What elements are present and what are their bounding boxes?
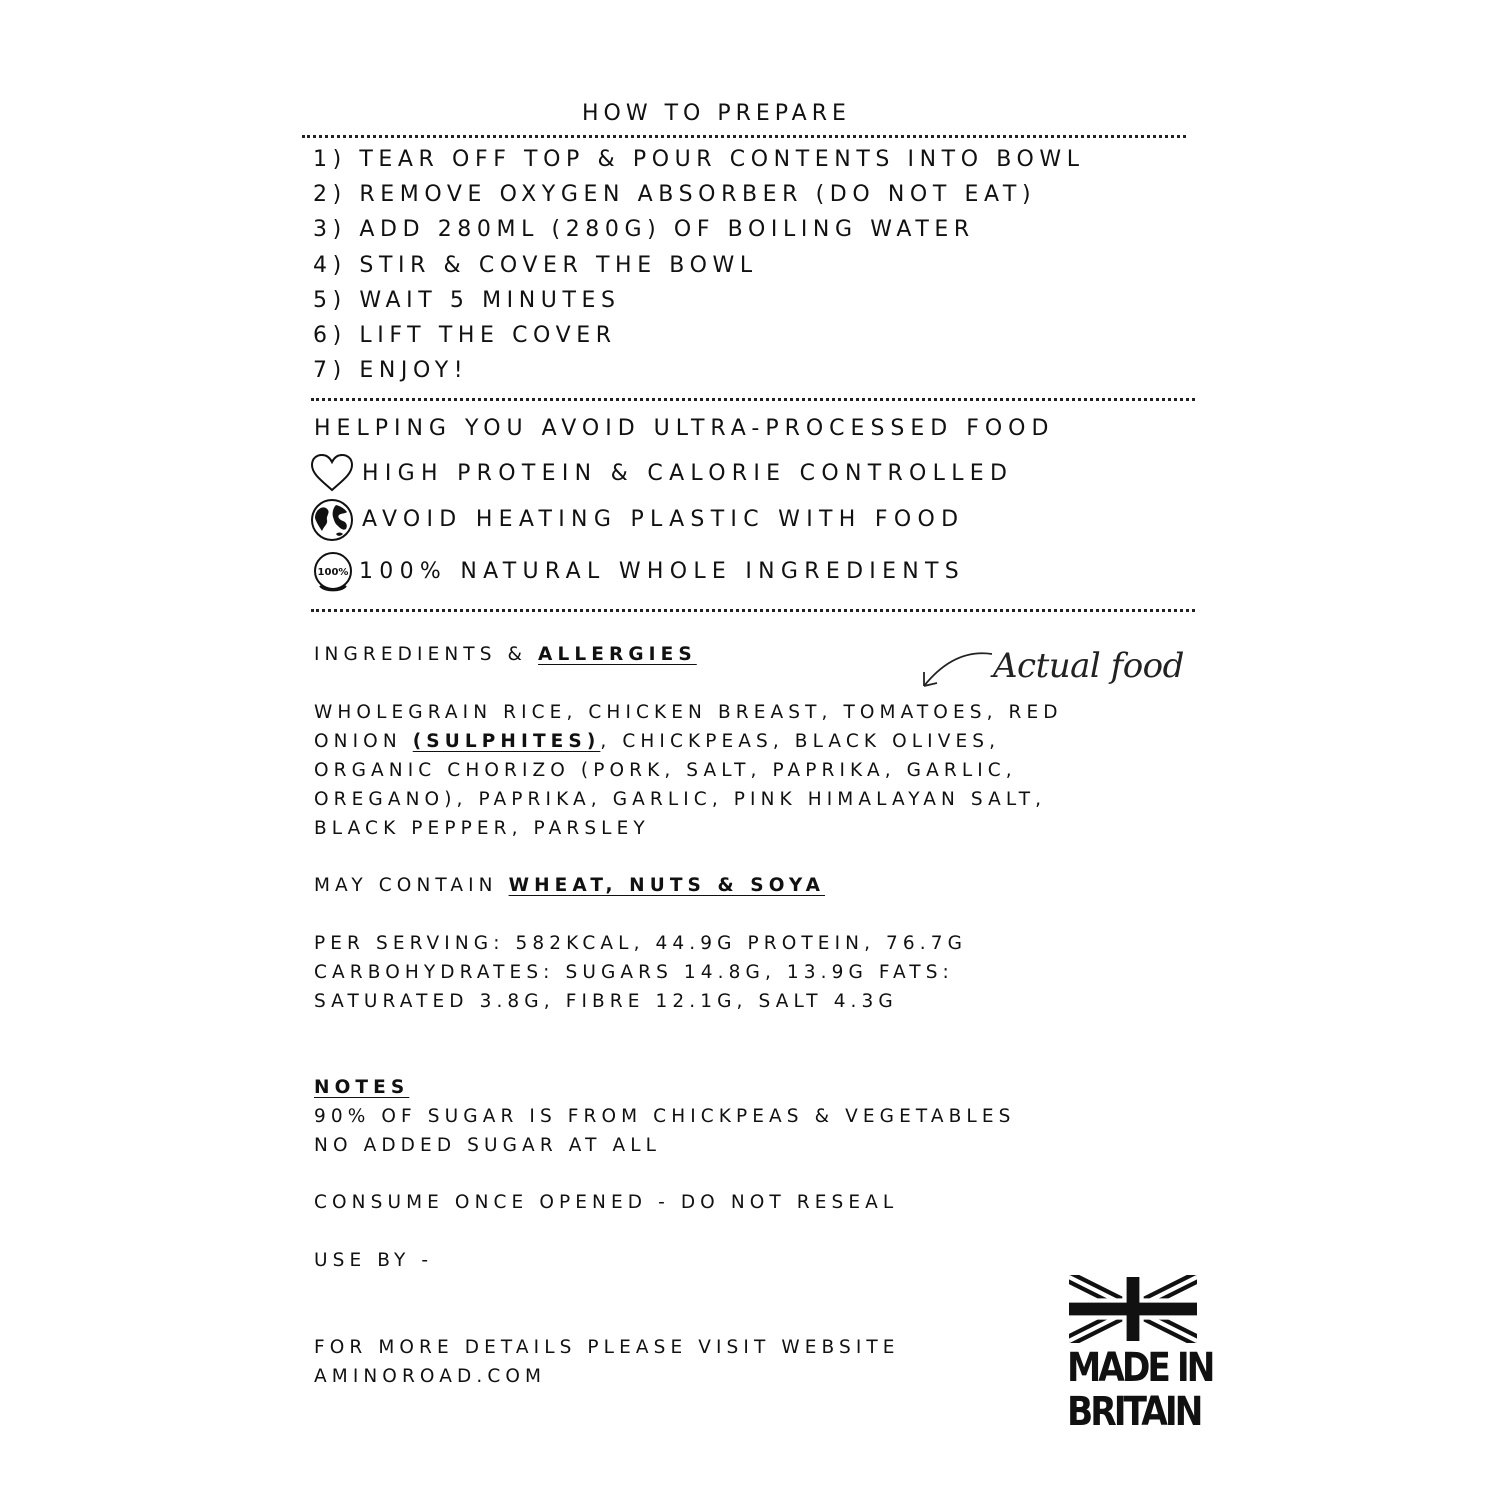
ingredients-heading	[314, 640, 697, 669]
benefit-avoid-plastic: AVOID HEATING PLASTIC WITH FOOD	[362, 507, 965, 532]
nutrition-line-2: CARBOHYDRATES: SUGARS 14.8G, 13.9G FATS:	[314, 962, 954, 983]
nutrition-line-3: SATURATED 3.8G, FIBRE 12.1G, SALT 4.3G	[314, 991, 898, 1012]
divider	[311, 609, 1195, 612]
divider	[302, 135, 1186, 138]
prepare-step-3: 3) ADD 280ML (280G) OF BOILING WATER	[313, 217, 975, 242]
website-url: AMINOROAD.COM	[314, 1366, 547, 1387]
hundred-percent-icon	[310, 550, 356, 596]
globe-icon	[310, 498, 354, 542]
nutrition-line-1: PER SERVING: 582KCAL, 44.9G PROTEIN, 76.7G	[314, 933, 968, 954]
may-contain-allergens: WHEAT, NUTS & SOYA	[508, 875, 826, 896]
sulphites-allergen: (SULPHITES)	[412, 731, 601, 752]
ingredients-line-1	[314, 698, 1063, 727]
may-contain-label: MAY CONTAIN	[314, 875, 509, 896]
britain-label: BRITAIN	[1067, 1389, 1201, 1435]
prepare-step-5: 5) WAIT 5 MINUTES	[313, 288, 621, 313]
arrow-icon	[912, 648, 996, 692]
prepare-step-2: 2) REMOVE OXYGEN ABSORBER (DO NOT EAT)	[313, 182, 1037, 207]
prepare-step-4: 4) STIR & COVER THE BOWL	[313, 253, 758, 278]
website-line-1: FOR MORE DETAILS PLEASE VISIT WEBSITE	[314, 1337, 900, 1358]
ingredients-text: WHOLEGRAIN RICE, CHICKEN BREAST, TOMATOES, RED	[314, 702, 1063, 723]
ingredients-text: BLACK PEPPER, PARSLEY	[314, 818, 650, 839]
ingredients-line-4	[314, 785, 1046, 814]
made-in-label: MADE IN	[1067, 1345, 1213, 1391]
union-flag-icon	[1069, 1275, 1197, 1343]
heart-icon	[310, 453, 354, 493]
hundred-percent-icon-text: 100%	[317, 567, 349, 578]
prepare-title: HOW TO PREPARE	[582, 101, 851, 126]
may-contain-line	[314, 871, 825, 900]
notes-line-1: 90% OF SUGAR IS FROM CHICKPEAS & VEGETABLES	[314, 1106, 1016, 1127]
prepare-step-1: 1) TEAR OFF TOP & POUR CONTENTS INTO BOWL	[313, 147, 1085, 172]
actual-food-annotation: Actual food	[993, 646, 1184, 686]
ingredients-line-2	[314, 727, 1000, 756]
ingredients-text: OREGANO), PAPRIKA, GARLIC, PINK HIMALAYAN SALT,	[314, 789, 1047, 810]
benefit-high-protein: HIGH PROTEIN & CALORIE CONTROLLED	[362, 461, 1014, 486]
consume-note: CONSUME ONCE OPENED - DO NOT RESEAL	[314, 1192, 899, 1213]
divider	[311, 398, 1195, 401]
ingredients-text: ORGANIC CHORIZO (PORK, SALT, PAPRIKA, GARLIC,	[314, 760, 1017, 781]
allergies-heading: ALLERGIES	[538, 644, 697, 665]
use-by: USE BY -	[314, 1250, 434, 1271]
prepare-step-6: 6) LIFT THE COVER	[313, 323, 617, 348]
benefits-title: HELPING YOU AVOID ULTRA-PROCESSED FOOD	[314, 416, 1055, 441]
notes-line-2: NO ADDED SUGAR AT ALL	[314, 1135, 662, 1156]
ingredients-heading-label: INGREDIENTS &	[314, 644, 539, 665]
ingredients-line-5	[314, 814, 650, 843]
prepare-step-7: 7) ENJOY!	[313, 358, 469, 383]
ingredients-text: ONION	[314, 731, 413, 752]
ingredients-text: , CHICKPEAS, BLACK OLIVES,	[600, 731, 1001, 752]
benefit-natural-ingredients: 100% NATURAL WHOLE INGREDIENTS	[359, 559, 966, 584]
ingredients-line-3	[314, 756, 1017, 785]
notes-heading: NOTES	[314, 1077, 410, 1098]
